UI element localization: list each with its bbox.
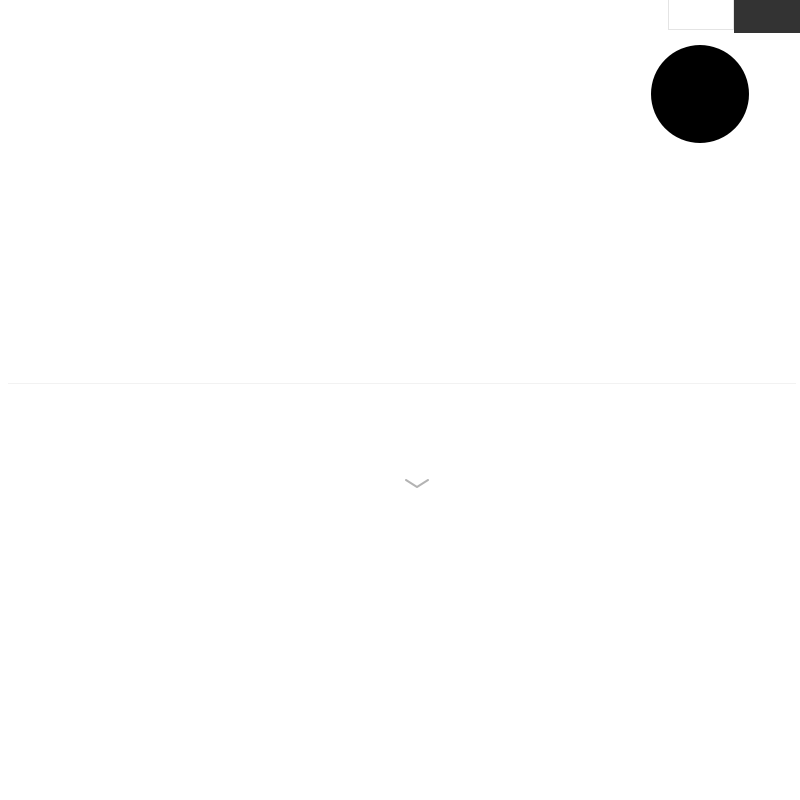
unit-in-button[interactable] [668, 0, 734, 30]
unit-cm-button[interactable] [734, 0, 800, 33]
chevron-down-icon [404, 478, 430, 490]
china-flag-icon [651, 45, 749, 143]
section-divider [8, 383, 796, 384]
